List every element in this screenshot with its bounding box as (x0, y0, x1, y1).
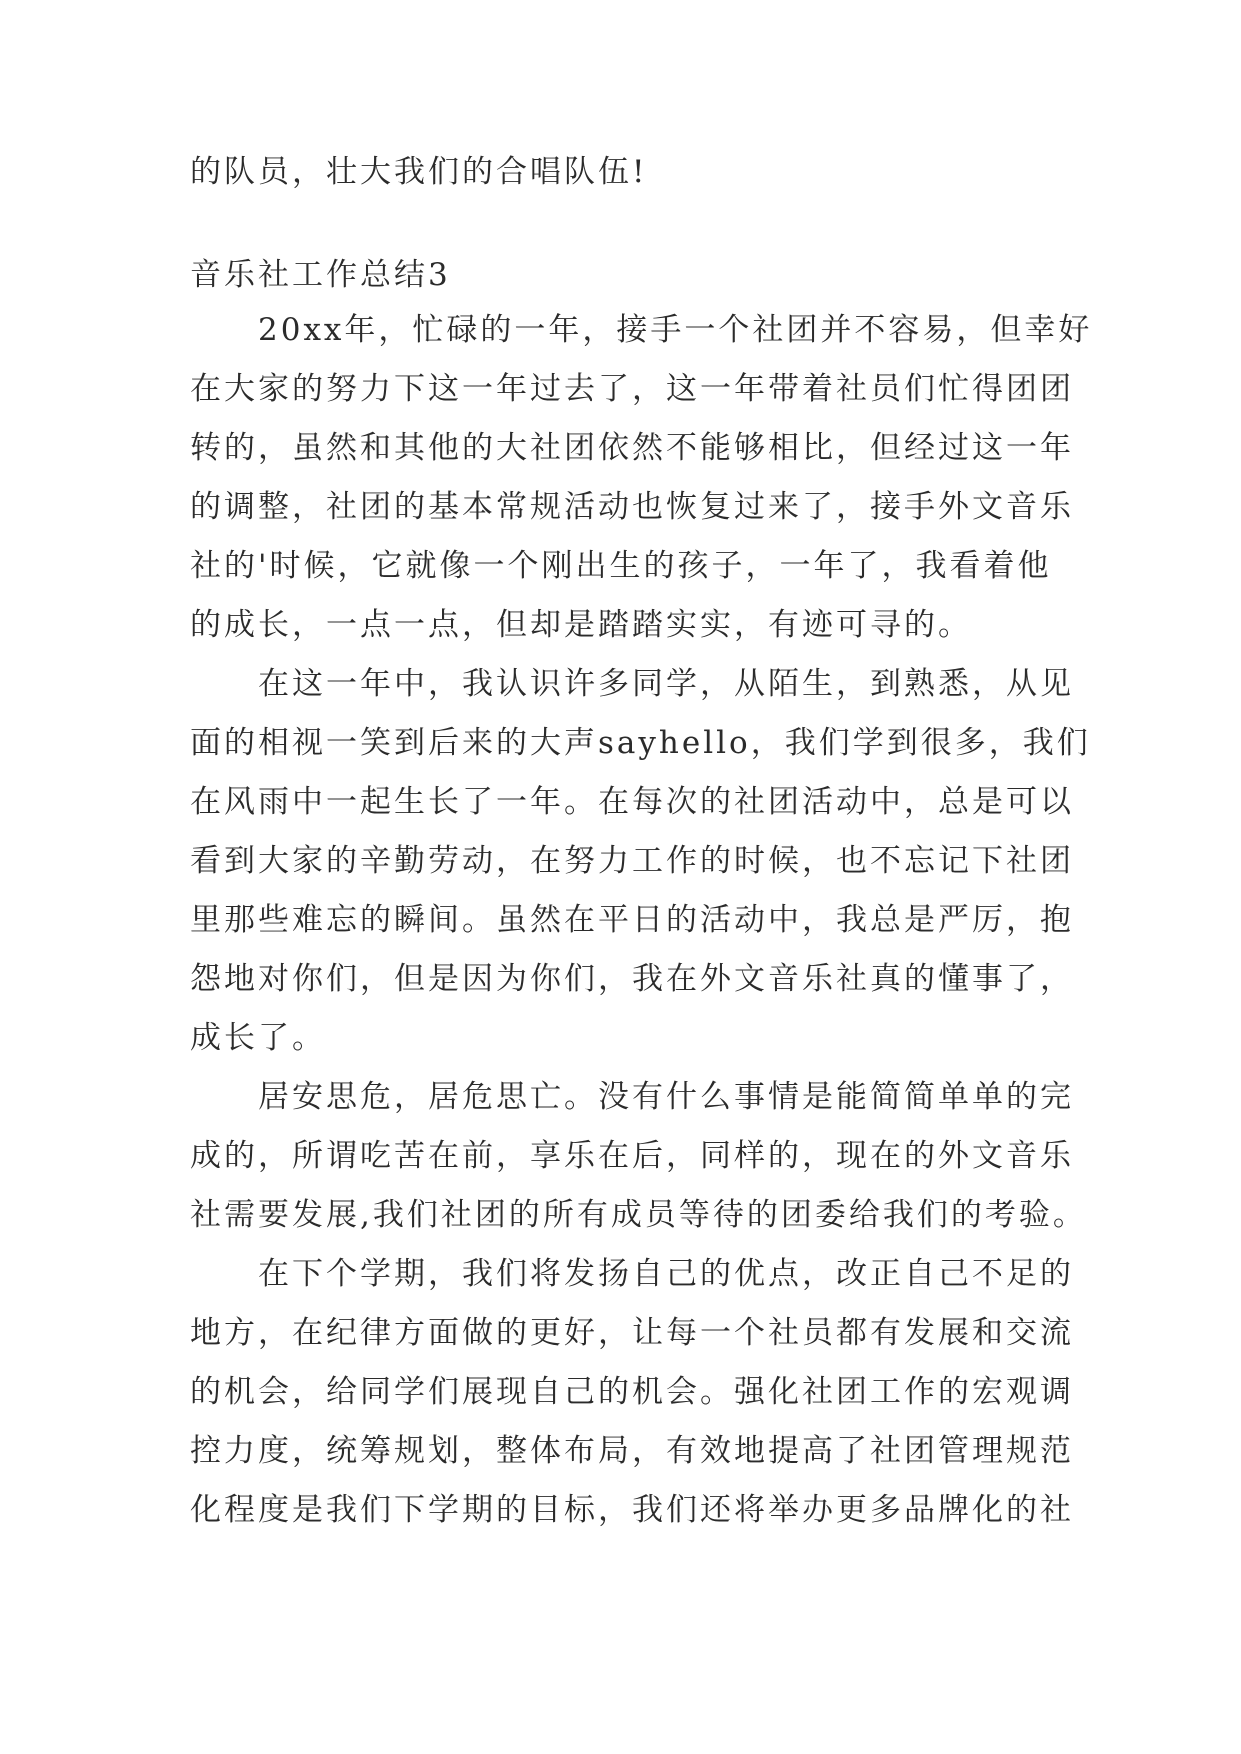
text-line: 里那些难忘的瞬间。虽然在平日的活动中，我总是严厉，抱 (190, 902, 1074, 938)
text-line: 控力度，统筹规划，整体布局，有效地提高了社团管理规范 (190, 1433, 1074, 1469)
text-line: 社的'时候，它就像一个刚出生的孩子，一年了，我看着他 (190, 548, 1052, 584)
text-line: 居安思危，居危思亡。没有什么事情是能简简单单的完 (258, 1079, 1074, 1115)
text-line: 成长了。 (190, 1020, 326, 1056)
body-text (190, 301, 1093, 1540)
paragraph-1 (190, 301, 1093, 655)
text-line: 的调整，社团的基本常规活动也恢复过来了，接手外文音乐 (190, 489, 1074, 525)
text-line: 面的相视一笑到后来的大声sayhello，我们学到很多，我们 (190, 725, 1091, 761)
section-heading (190, 246, 1080, 305)
paragraph-2 (190, 655, 1091, 1068)
paragraph-3 (190, 1068, 1087, 1245)
text-line: 怨地对你们，但是因为你们，我在外文音乐社真的懂事了， (190, 961, 1074, 997)
paragraph-4 (190, 1245, 1080, 1540)
text-line: 的机会，给同学们展现自己的机会。强化社团工作的宏观调 (190, 1374, 1074, 1410)
heading-text: 音乐社工作总结3 (190, 257, 451, 293)
previous-section-tail (190, 143, 1080, 202)
text-line: 化程度是我们下学期的目标，我们还将举办更多品牌化的社 (190, 1492, 1074, 1528)
text-line: 转的，虽然和其他的大社团依然不能够相比，但经过这一年 (190, 430, 1074, 466)
text-line: 地方，在纪律方面做的更好，让每一个社员都有发展和交流 (190, 1315, 1074, 1351)
text-line: 的成长，一点一点，但却是踏踏实实，有迹可寻的。 (190, 607, 972, 643)
text-line: 在这一年中，我认识许多同学，从陌生，到熟悉，从见 (258, 666, 1074, 702)
text-line: 成的，所谓吃苦在前，享乐在后，同样的，现在的外文音乐 (190, 1138, 1074, 1174)
text-line: 在下个学期，我们将发扬自己的优点，改正自己不足的 (258, 1256, 1074, 1292)
text-line: 在大家的努力下这一年过去了，这一年带着社员们忙得团团 (190, 371, 1074, 407)
text-line: 20xx年，忙碌的一年，接手一个社团并不容易，但幸好 (258, 312, 1093, 348)
text-line: 的队员，壮大我们的合唱队伍! (190, 154, 648, 190)
text-line: 社需要发展,我们社团的所有成员等待的团委给我们的考验。 (190, 1197, 1087, 1233)
text-line: 看到大家的辛勤劳动，在努力工作的时候，也不忘记下社团 (190, 843, 1074, 879)
text-line: 在风雨中一起生长了一年。在每次的社团活动中，总是可以 (190, 784, 1074, 820)
